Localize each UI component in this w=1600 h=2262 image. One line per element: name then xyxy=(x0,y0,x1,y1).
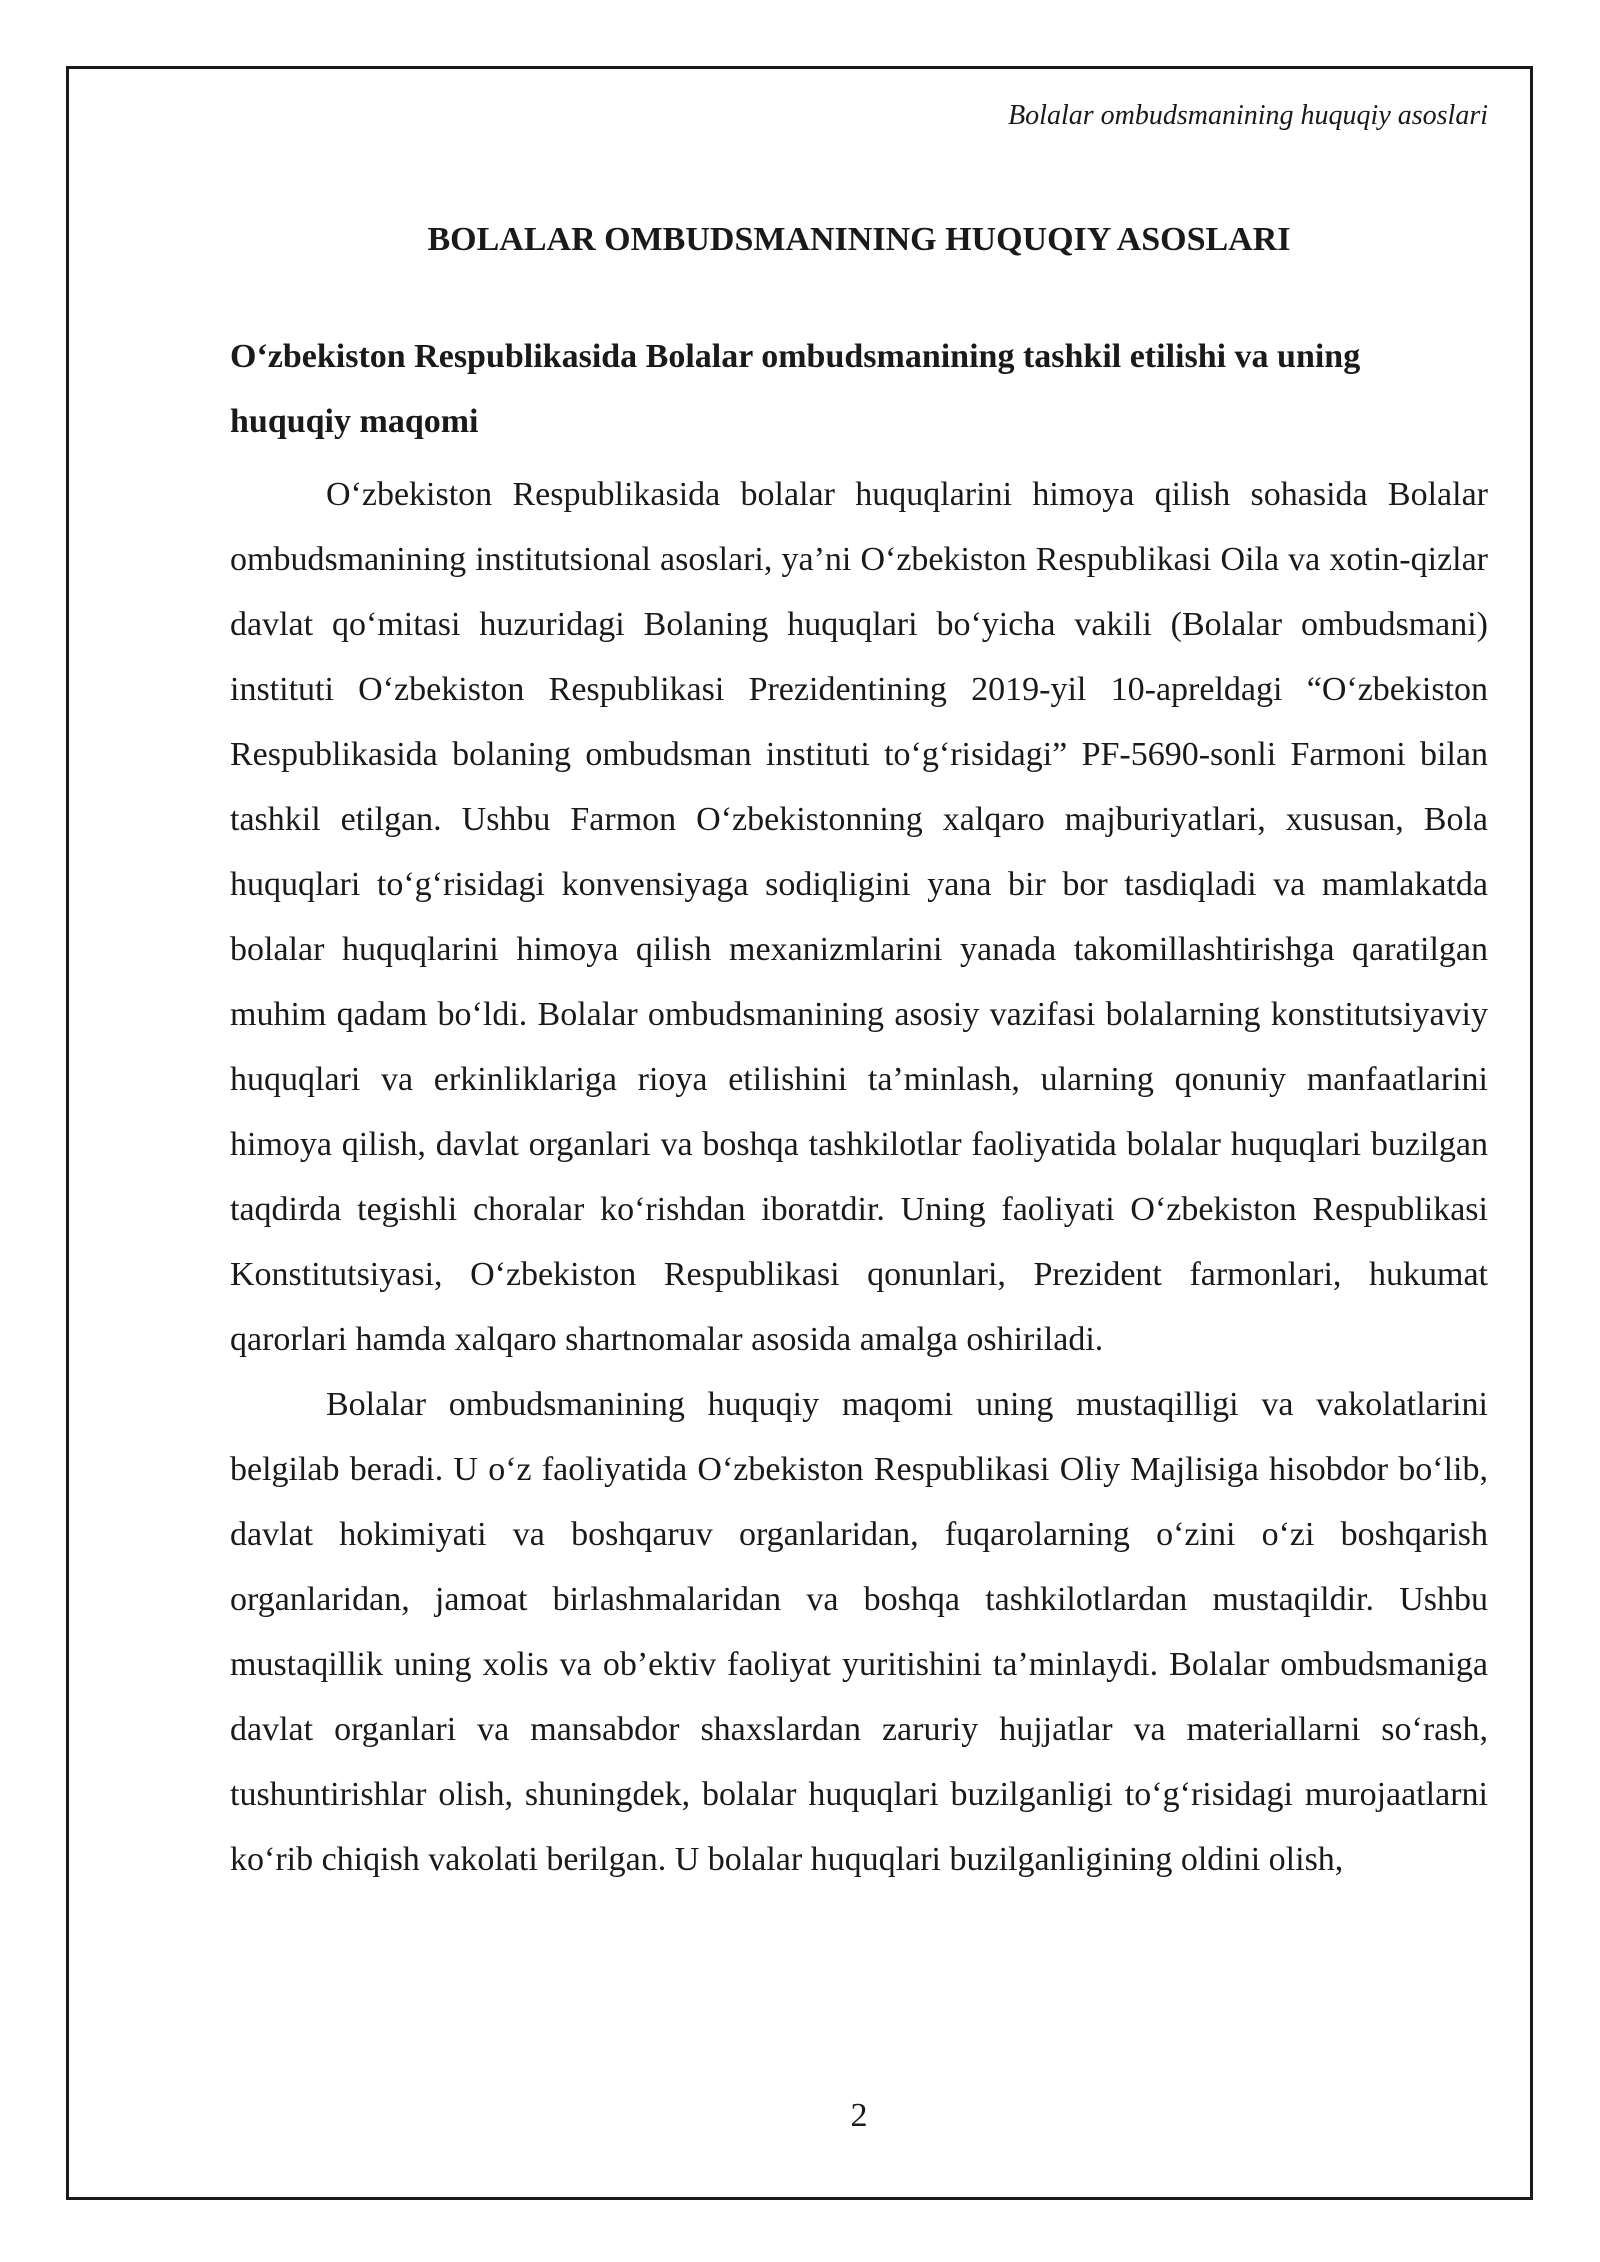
paragraph-1: O‘zbekiston Respublikasida bolalar huquqlarini himoya qilish sohasida Bolalar ombudsmanining institutsional asoslari, ya’ni O‘zbekiston Respublikasi Oila va xotin-qizlar davlat qo‘mitasi huzuridagi Bolaning huquqlari bo‘yicha vakili (Bolalar ombudsmani) instituti O‘zbekiston Respublikasi Prezidentining 2019-yil 10-apreldagi “O‘zbekiston Respublikasida bolaning ombudsman instituti to‘g‘risidagi” PF-5690-sonli Farmoni bilan tashkil etilgan. Ushbu Farmon O‘zbekistonning xalqaro majburiyatlari, xususan, Bola huquqlari to‘g‘risidagi konvensiyaga sodiqligini yana bir bor tasdiqladi va mamlakatda bolalar huquqlarini himoya qilish mexanizmlarini yanada takomillashtirishga qaratilgan muhim qadam bo‘ldi. Bolalar ombudsmanining asosiy vazifasi bolalarning konstitutsiyaviy huquqlari va erkinliklariga rioya etilishini ta’minlash, ularning qonuniy manfaatlarini himoya qilish, davlat organlari va boshqa tashkilotlar faoliyatida bolalar huquqlari buzilgan taqdirda tegishli choralar ko‘rishdan iboratdir. Uning faoliyati O‘zbekiston Respublikasi Konstitutsiyasi, O‘zbekiston Respublikasi qonunlari, Prezident farmonlari, hukumat qarorlari hamda xalqaro shartnomalar asosida amalga oshiriladi. xyxy=(230,476,1488,1358)
paragraph-2: Bolalar ombudsmanining huquqiy maqomi uning mustaqilligi va vakolatlarini belgilab beradi. U o‘z faoliyatida O‘zbekiston Respublikasi Oliy Majlisiga hisobdor bo‘lib, davlat hokimiyati va boshqaruv organlaridan, fuqarolarning o‘zini o‘zi boshqarish organlaridan, jamoat birlashmalaridan va boshqa tashkilotlardan mustaqildir. Ushbu mustaqillik uning xolis va ob’ektiv faoliyat yuritishini ta’minlaydi. Bolalar ombudsmaniga davlat organlari va mansabdor shaxslardan zaruriy hujjatlar va materiallarni so‘rash, tushuntirishlar olish, shuningdek, bolalar huquqlari buzilganligi to‘g‘risidagi murojaatlarni ko‘rib chiqish vakolati berilgan. U bolalar huquqlari buzilganligining oldini olish, xyxy=(230,1386,1488,1878)
body-text xyxy=(230,462,1488,1892)
document-title: BOLALAR OMBUDSMANINING HUQUQIY ASOSLARI xyxy=(427,221,1291,258)
running-header: Bolalar ombudsmanining huquqiy asoslari xyxy=(1008,100,1488,131)
section-heading: O‘zbekiston Respublikasida Bolalar ombudsmanining tashkil etilishi va uning huquqiy maqomi xyxy=(230,338,1361,440)
page-number: 2 xyxy=(850,2097,868,2134)
